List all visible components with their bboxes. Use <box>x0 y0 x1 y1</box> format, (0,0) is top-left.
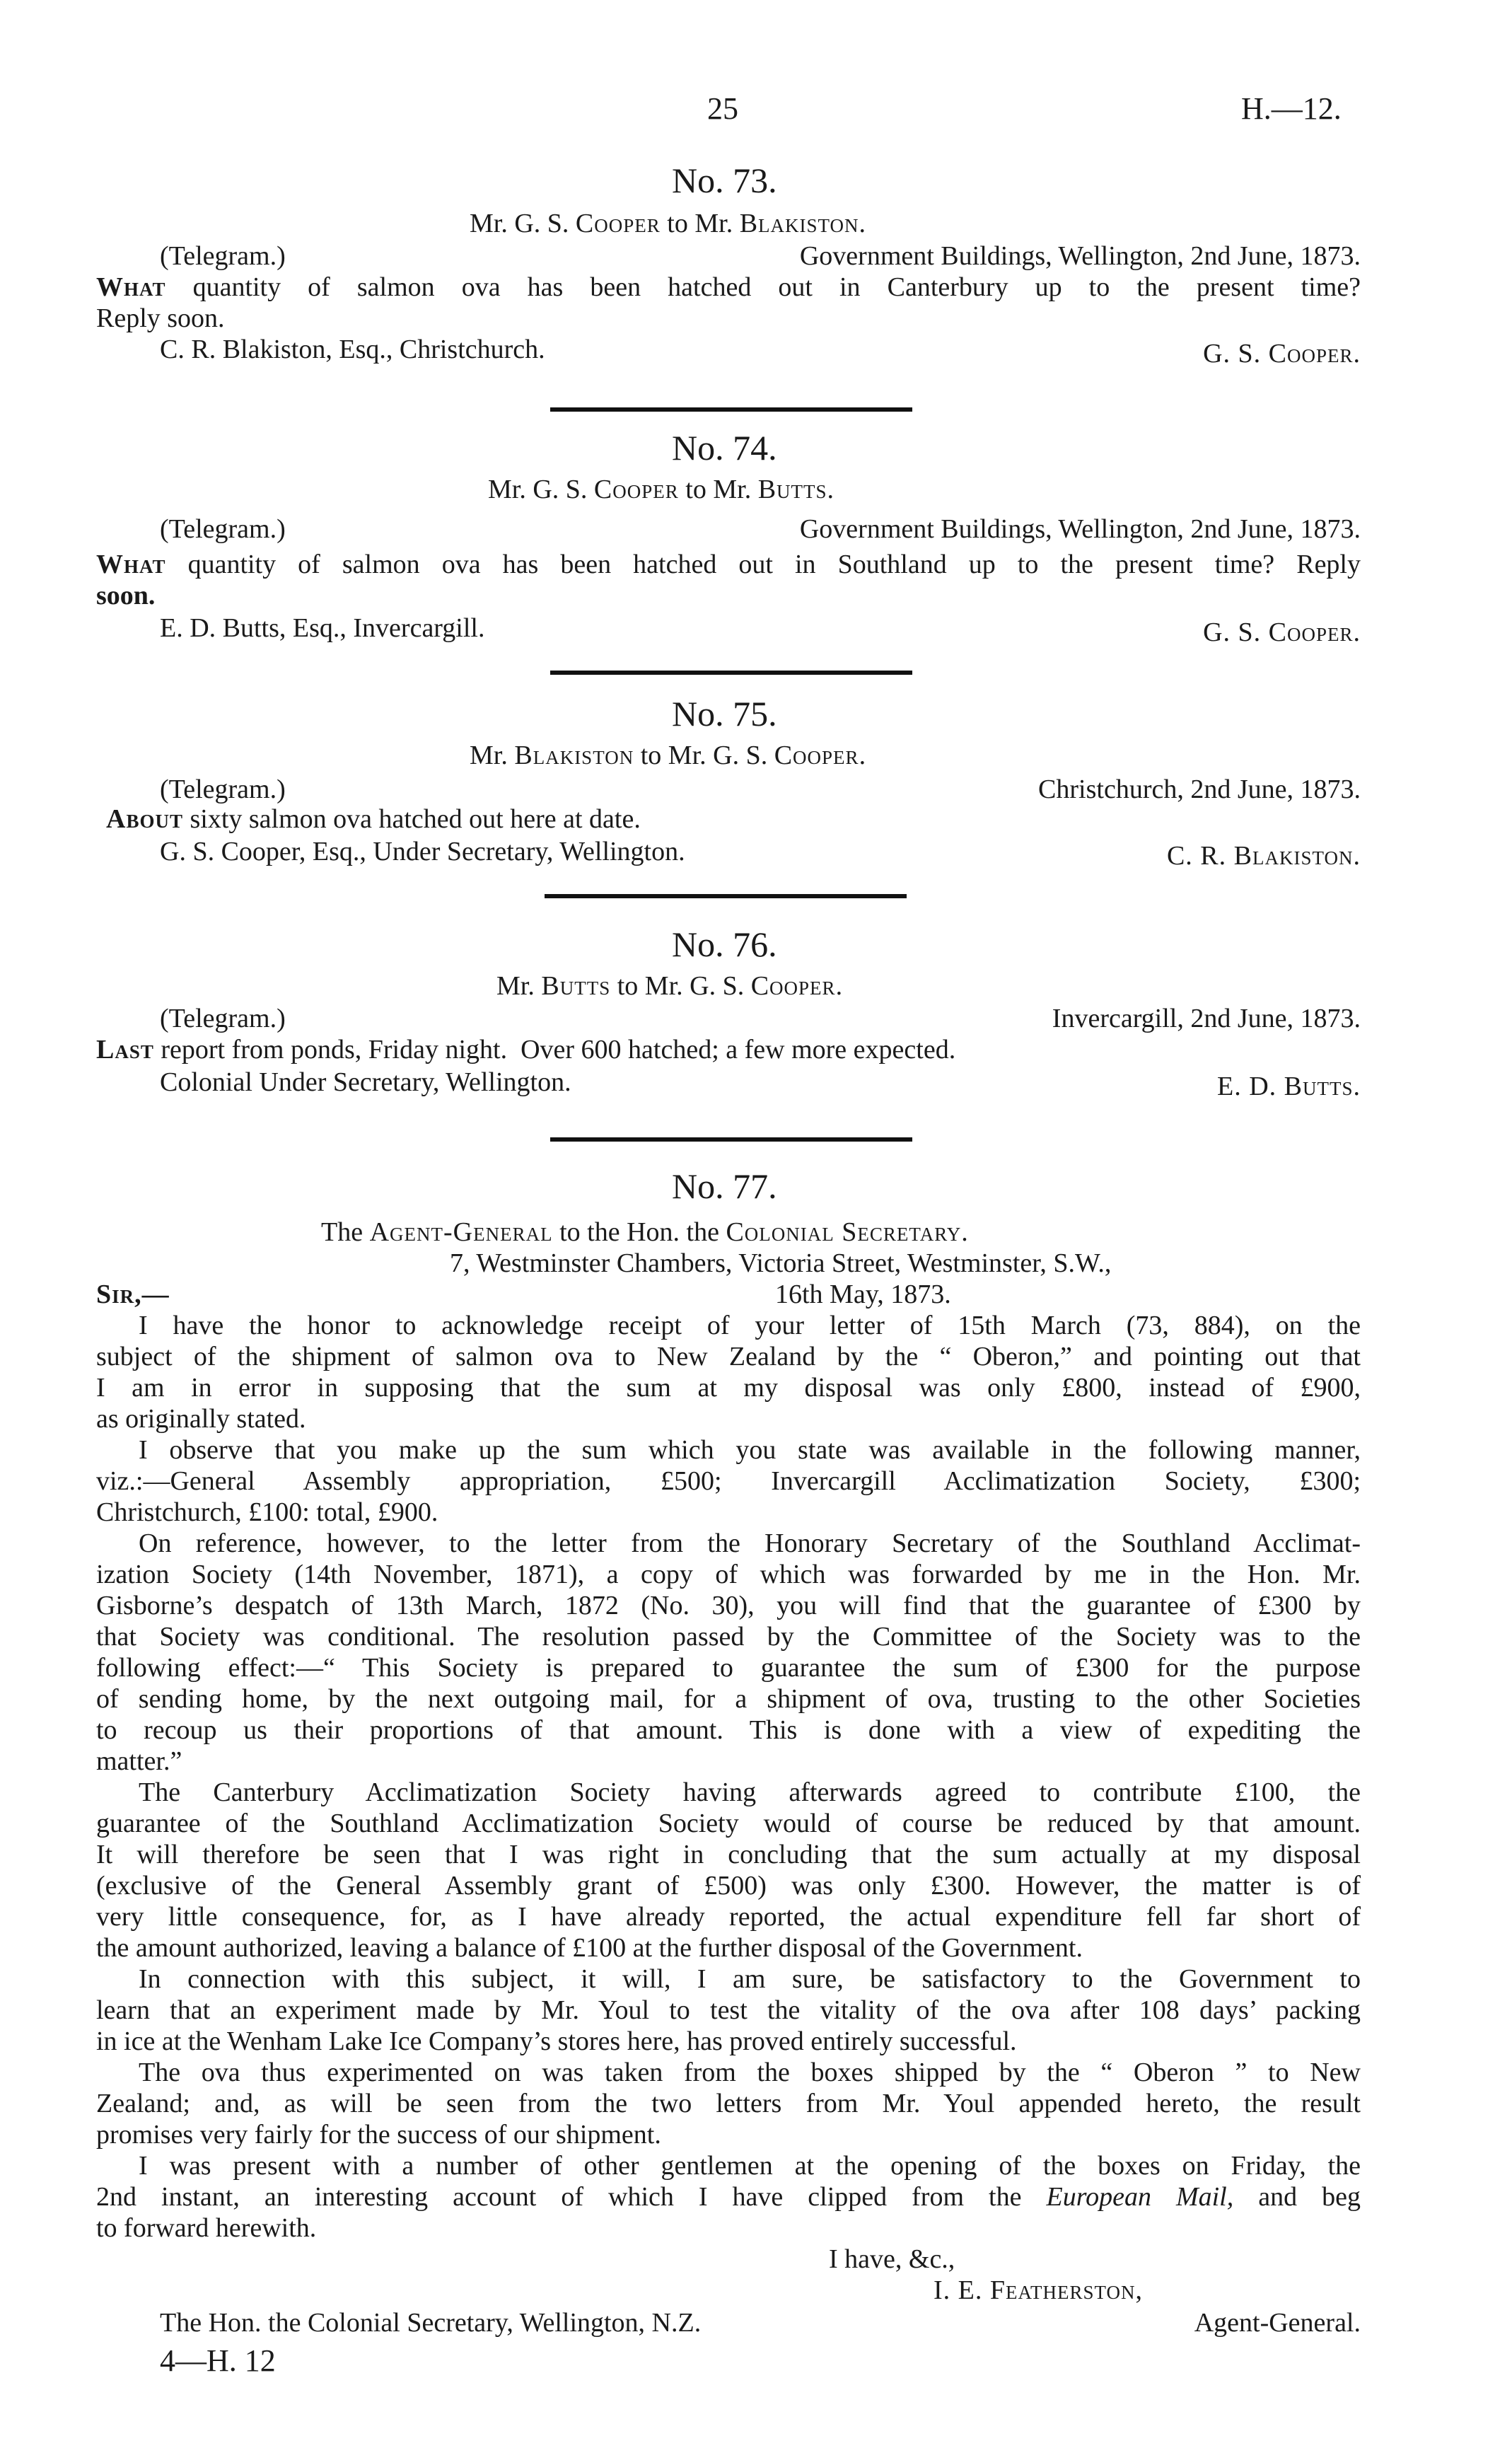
entry-76-place-date: Invercargill, 2nd June, 1873. <box>1052 1004 1361 1033</box>
entry-73-number: No. 73. <box>672 161 777 200</box>
entry-73-body-line-2: Reply soon. <box>96 303 225 333</box>
entry-74-number: No. 74. <box>672 428 777 468</box>
letter-line: The Canterbury Acclimatization Society having afterwards agreed to contribute £100, the <box>139 1777 1361 1807</box>
letter-line: Christchurch, £100: total, £900. <box>96 1497 438 1527</box>
letter-line: The ova thus experimented on was taken from the boxes shipped by the “ Oberon ” to New <box>139 2058 1361 2087</box>
title-prefix: Mr. G. S. <box>488 475 588 504</box>
letter-line: subject of the shipment of salmon ova to New Zealand by the “ Oberon,” and pointing out that <box>96 1342 1361 1371</box>
letter-line: It will therefore be seen that I was right in concluding that the sum actually at my disposal <box>96 1840 1361 1869</box>
letter-title <box>321 1217 969 1248</box>
entry-75-place-date: Christchurch, 2nd June, 1873. <box>1038 775 1361 804</box>
letter-signatory-title: Agent-General. <box>1194 2308 1361 2338</box>
letter-line-with-italic <box>96 2181 1361 2212</box>
entry-74-addressee: E. D. Butts, Esq., Invercargill. <box>160 613 485 643</box>
body-text: quantity of salmon ova has been hatched out in Southland up to the present time? Reply <box>187 550 1361 579</box>
letter-line: in ice at the Wenham Lake Ice Company’s stores here, has proved entirely successful. <box>96 2026 1017 2056</box>
entry-75-number: No. 75. <box>672 694 777 733</box>
title-sender: Cooper <box>593 475 679 504</box>
title-recipient: Colonial Secretary. <box>726 1217 969 1247</box>
letter-address: 7, Westminster Chambers, Victoria Street, Westminster, S.W., <box>450 1248 1112 1278</box>
title-mid: to the Hon. the <box>559 1217 719 1247</box>
entry-73-body-line-1 <box>96 272 1361 303</box>
entry-76-signature: E. D. Butts. <box>1217 1072 1361 1101</box>
letter-line: I observe that you make up the sum which you state was available in the following manner, <box>139 1435 1361 1465</box>
entry-76-body-line-1 <box>96 1034 955 1065</box>
letter-line: the amount authorized, leaving a balance of £100 at the further disposal of the Government. <box>96 1933 1083 1963</box>
letter-signatory: I. E. Featherston, <box>934 2275 1144 2305</box>
letter-line: as originally stated. <box>96 1404 306 1434</box>
body-lead: About <box>106 804 183 834</box>
letter-line: I was present with a number of other gentlemen at the opening of the boxes on Friday, the <box>139 2151 1361 2181</box>
body-text: sixty salmon ova hatched out here at date. <box>190 804 641 834</box>
letter-line: ization Society (14th November, 1871), a copy of which was forwarded by me in the Hon. Mr. <box>96 1560 1361 1589</box>
title-sender: Blakiston <box>514 741 634 770</box>
title-recipient: Butts. <box>757 475 835 504</box>
letter-line: to forward herewith. <box>96 2213 317 2243</box>
section-divider <box>550 407 912 412</box>
entry-73-type: (Telegram.) <box>160 241 286 271</box>
letter-line: promises very fairly for the success of our shipment. <box>96 2120 661 2150</box>
title-prefix: The <box>321 1217 364 1247</box>
entry-76-number: No. 76. <box>672 924 777 964</box>
title-recipient: Cooper. <box>774 741 867 770</box>
letter-date: 16th May, 1873. <box>775 1280 951 1309</box>
title-prefix: Mr. G. S. <box>470 209 569 238</box>
entry-75-body-line-1 <box>106 804 641 835</box>
title-recipient: Blakiston. <box>739 209 867 238</box>
entry-75-signature: C. R. Blakiston. <box>1166 841 1361 871</box>
letter-line: Zealand; and, as will be seen from the two letters from Mr. Youl appended hereto, the result <box>96 2089 1361 2118</box>
letter-text: and beg <box>1258 2182 1361 2212</box>
entry-75-title <box>470 740 866 771</box>
section-divider <box>545 894 907 898</box>
entry-74-place-date: Government Buildings, Wellington, 2nd June, 1873. <box>799 514 1361 544</box>
body-lead: Last <box>96 1035 154 1065</box>
title-mid: to Mr. G. S. <box>617 971 745 1001</box>
title-recipient: Cooper. <box>750 971 844 1001</box>
letter-line: Gisborne’s despatch of 13th March, 1872 (No. 30), you will find that the guarantee of £300 by <box>96 1591 1361 1620</box>
entry-76-addressee: Colonial Under Secretary, Wellington. <box>160 1067 571 1097</box>
letter-line: guarantee of the Southland Acclimatization Society would of course be reduced by that amount. <box>96 1809 1361 1838</box>
title-sender: Agent-General <box>369 1217 553 1247</box>
title-prefix: Mr. <box>470 741 508 770</box>
letter-line: I have the honor to acknowledge receipt of your letter of 15th March (73, 884), on the <box>139 1311 1361 1340</box>
letter-line: On reference, however, to the letter from the Honorary Secretary of the Southland Acclimat- <box>139 1528 1361 1558</box>
letter-line: (exclusive of the General Assembly grant of £500) was only £300. However, the matter is of <box>96 1871 1361 1901</box>
entry-75-type: (Telegram.) <box>160 775 286 804</box>
entry-76-title <box>496 970 843 1002</box>
title-mid: to Mr. G. S. <box>640 741 768 770</box>
entry-73-signature: G. S. Cooper. <box>1203 339 1361 369</box>
section-divider <box>550 1137 912 1142</box>
document-reference: H.—12. <box>1241 91 1342 126</box>
letter-line: In connection with this subject, it will, I am sure, be satisfactory to the Government to <box>139 1964 1361 1994</box>
title-prefix: Mr. <box>496 971 535 1001</box>
body-lead: What <box>96 550 166 579</box>
title-sender: Cooper <box>575 209 661 238</box>
title-sender: Butts <box>541 971 611 1001</box>
letter-line: to recoup us their proportions of that amount. This is done with a view of expediting the <box>96 1715 1361 1745</box>
signature-mark: 4—H. 12 <box>160 2343 276 2378</box>
letter-recipient: The Hon. the Colonial Secretary, Wellington, N.Z. <box>160 2308 702 2338</box>
title-mid: to Mr. <box>667 209 733 238</box>
entry-74-type: (Telegram.) <box>160 514 286 544</box>
entry-76-type: (Telegram.) <box>160 1004 286 1033</box>
body-lead: What <box>96 272 166 302</box>
entry-74-body-line-1 <box>96 549 1361 580</box>
letter-salutation: Sir,— <box>96 1280 170 1309</box>
body-text: quantity of salmon ova has been hatched out in Canterbury up to the present time? <box>192 272 1361 302</box>
section-divider <box>550 671 912 675</box>
letter-line: very little consequence, for, as I have already reported, the actual expenditure fell far short of <box>96 1902 1361 1932</box>
letter-line: matter.” <box>96 1746 182 1776</box>
title-mid: to Mr. <box>685 475 752 504</box>
entry-73-title <box>470 208 866 239</box>
letter-line: following effect:—“ This Society is prepared to guarantee the sum of £300 for the purpose <box>96 1653 1361 1683</box>
letter-line: of sending home, by the next outgoing mail, for a shipment of ova, trusting to the other Societies <box>96 1684 1361 1714</box>
entry-74-body-line-2: soon. <box>96 581 156 610</box>
entry-74-signature: G. S. Cooper. <box>1203 617 1361 647</box>
letter-line: that Society was conditional. The resolution passed by the Committee of the Society was to the <box>96 1622 1361 1652</box>
page-number: 25 <box>707 91 738 126</box>
letter-line: I am in error in supposing that the sum at my disposal was only £800, instead of £900, <box>96 1373 1361 1403</box>
letter-line: learn that an experiment made by Mr. Youl to test the vitality of the ova after 108 days’ packing <box>96 1995 1361 2025</box>
entry-74-title <box>488 474 834 505</box>
entry-73-addressee: C. R. Blakiston, Esq., Christchurch. <box>160 335 545 364</box>
letter-number: No. 77. <box>672 1166 777 1206</box>
publication-title: European Mail, <box>1046 2182 1234 2212</box>
body-text: report from ponds, Friday night. Over 600 hatched; a few more expected. <box>161 1035 956 1065</box>
entry-75-addressee: G. S. Cooper, Esq., Under Secretary, Wellington. <box>160 837 685 866</box>
letter-text: 2nd instant, an interesting account of which I have clipped from the <box>96 2182 1022 2212</box>
entry-73-place-date: Government Buildings, Wellington, 2nd June, 1873. <box>799 241 1361 271</box>
letter-line: viz.:—General Assembly appropriation, £500; Invercargill Acclimatization Society, £300; <box>96 1466 1361 1496</box>
letter-closing: I have, &c., <box>829 2244 955 2274</box>
